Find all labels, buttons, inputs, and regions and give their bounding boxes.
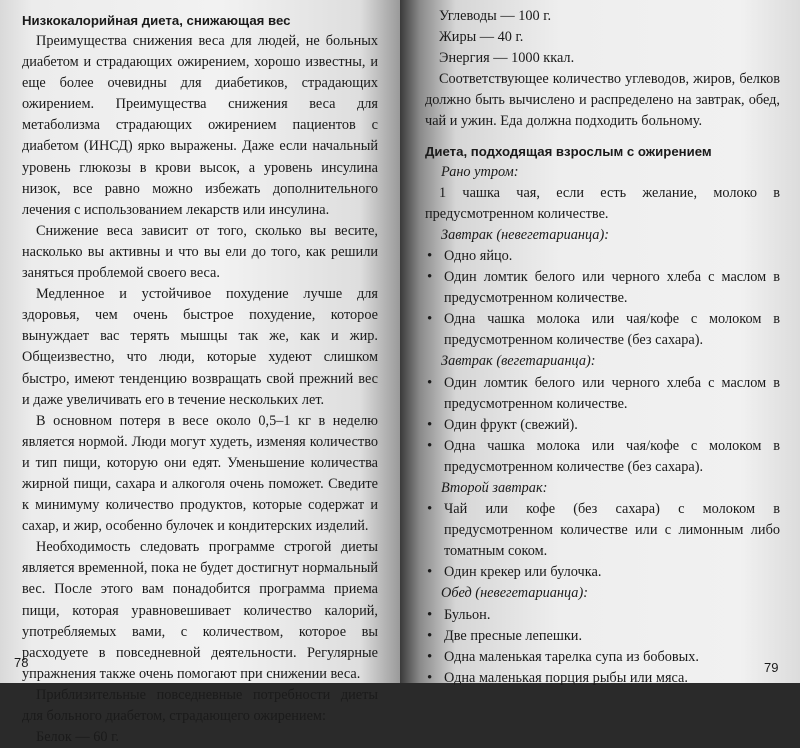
page-number: 79 bbox=[764, 660, 779, 675]
meal-label: Рано утром: bbox=[441, 163, 519, 180]
list-item: • Один ломтик белого или черного хлеба с маслом в предусмотренном количестве. bbox=[425, 373, 780, 415]
list-item: • Одна чашка молока или чая/кофе с молоком в предусмотренном количестве (без сахара). bbox=[425, 436, 780, 478]
paragraph: 1 чашка чая, если есть желание, молоко в предусмотренном количестве. bbox=[425, 184, 780, 222]
list-item: • Один ломтик белого или черного хлеба с маслом в предусмотренном количестве. bbox=[425, 267, 780, 309]
list-item: • Одна маленькая порция рыбы или мяса. bbox=[425, 668, 780, 689]
paragraph: Соответствующее количество углеводов, жиров, белков должно быть вычислено и распределено на завтрак, обед, чай и ужин. Еда должна подходить больному. bbox=[425, 71, 780, 130]
right-page-content bbox=[425, 6, 780, 689]
nutrient-line: Жиры — 40 г. bbox=[439, 29, 524, 46]
list-item: • Чай или кофе (без сахара) с молоком в предусмотренном количестве или с лимонным либо томатным соком. bbox=[425, 499, 780, 562]
meal-label: Второй завтрак: bbox=[441, 479, 548, 496]
meal-list bbox=[425, 373, 780, 478]
list-item: • Один крекер или булочка. bbox=[425, 562, 780, 583]
meal-list bbox=[425, 605, 780, 689]
nutrient-line: Углеводы — 100 г. bbox=[439, 8, 552, 24]
paragraph: Снижение веса зависит от того, сколько вы весите, насколько вы активны и что вы ели до того, как решили заняться проблемой своего веса. bbox=[22, 222, 378, 282]
section-heading: Диета, подходящая взрослым с ожирением bbox=[425, 143, 712, 159]
left-page bbox=[0, 0, 400, 746]
nutrient-line: Энергия — 1000 ккал. bbox=[439, 50, 575, 67]
list-item: • Бульон. bbox=[425, 605, 780, 626]
meal-list bbox=[425, 246, 780, 351]
left-page-content bbox=[22, 10, 378, 748]
list-item: • Две пресные лепешки. bbox=[425, 626, 780, 647]
list-item: • Одна маленькая тарелка супа из бобовых. bbox=[425, 647, 780, 668]
list-item: • Одно яйцо. bbox=[425, 246, 780, 267]
list-item: • Один фрукт (свежий). bbox=[425, 415, 780, 436]
paragraph: Приблизительные повседневные потребности диеты для больного диабетом, страдающего ожирением: bbox=[22, 686, 378, 724]
meal-list bbox=[425, 499, 780, 583]
page-number: 78 bbox=[14, 655, 29, 670]
section-heading: Низкокалорийная диета, снижающая вес bbox=[22, 13, 291, 28]
meal-label: Обед (невегетарианца): bbox=[441, 585, 588, 602]
meal-label: Завтрак (невегетарианца): bbox=[441, 226, 609, 243]
paragraph: Медленное и устойчивое похудение лучше для здоровья, чем очень быстрое похудение, которое вынуждает вас терять мышцы так же, как и жир. Общеизвестно, что люди, которые худеют слишком быстро, имеют тенденцию возвращать свой прежний вес и даже увеличивать его в течение нескольких лет. bbox=[22, 286, 378, 408]
list-item: • Одна чашка молока или чая/кофе с молоком в предусмотренном количестве (без сахара). bbox=[425, 309, 780, 351]
paragraph: Необходимость следовать программе строгой диеты является временной, пока не будет достигнут нормальный вес. После этого вам понадобится программа приема пищи, которая уравновешивает количество калорий, употребляемых вами, с количеством, которое вы расходуете в повседневной деятельности. Регулярные упражнения также очень помогают при снижении веса. bbox=[22, 539, 378, 682]
paragraph: Белок — 60 г. bbox=[36, 729, 119, 746]
meal-label: Завтрак (вегетарианца): bbox=[441, 353, 596, 370]
paragraph: В основном потеря в весе около 0,5–1 кг в неделю является нормой. Люди могут худеть, изменяя количество и тип пищи, которую они едят. Уменьшение количества жирной пищи, сахара и алкоголя очень поможет. Сведите к минимуму количество продуктов, которые содержат и сахар, и жир, особенно булочек и кондитерских изделий. bbox=[22, 412, 378, 535]
paragraph: Преимущества снижения веса для людей, не больных диабетом и страдающих ожирением, хорошо известны, и еще более очевидны для диабетиков, страдающих ожирением. Преимущества снижения веса для метаболизма страдающих ожирением пациентов с диабетом (ИНСД) ярко выражены. Даже если начальный уровень глюкозы в крови высок, а уровень инсулина низок, все равно можно избежать дополнительного лечения с использованием лекарств или инсулина. bbox=[22, 33, 378, 218]
